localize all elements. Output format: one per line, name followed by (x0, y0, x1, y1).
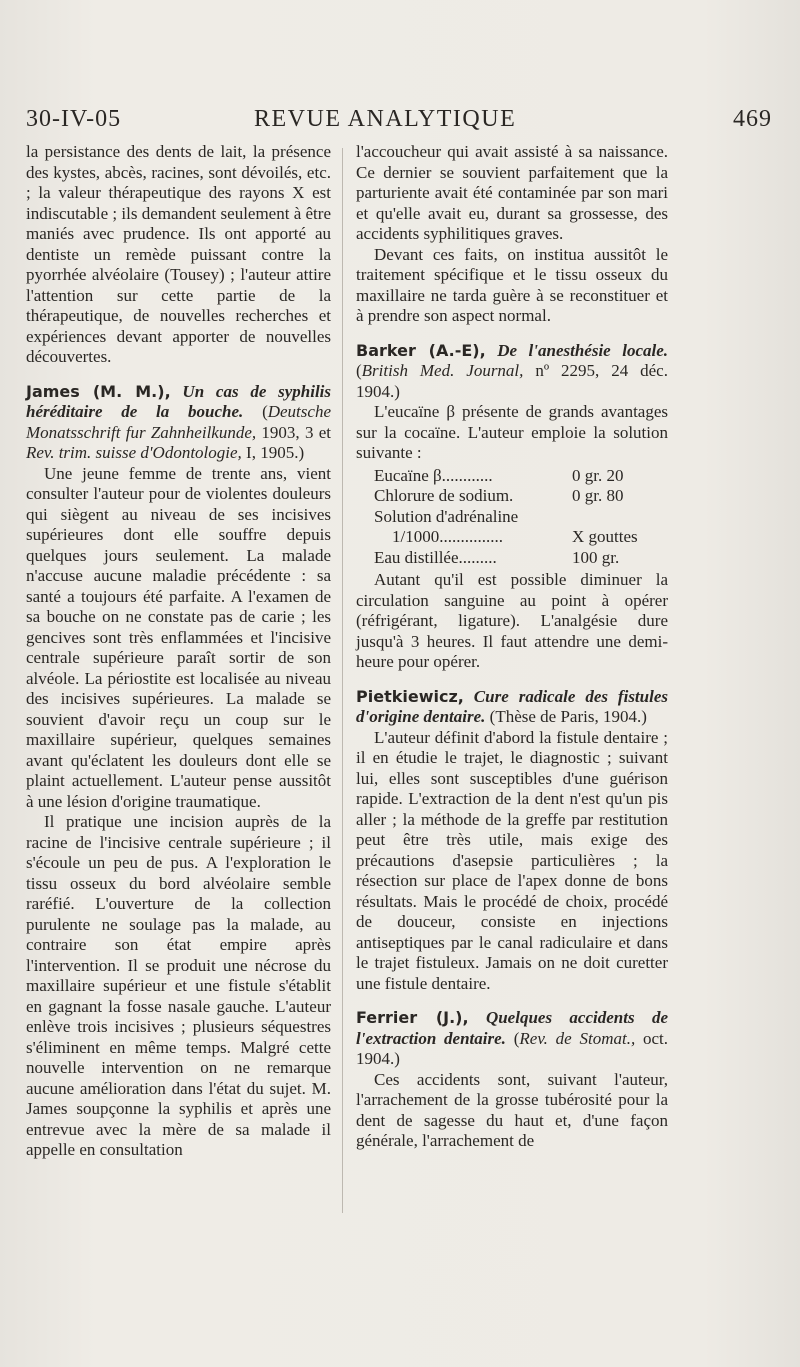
entry-title: De l'anesthésie locale. (497, 340, 669, 360)
page-number: 469 (733, 106, 772, 132)
recipe-table (374, 466, 668, 569)
left-column (26, 142, 331, 1161)
recipe-row: Eau distillée......... 100 gr. (374, 547, 620, 567)
entry-source: ( (356, 361, 362, 380)
entry-source: ( (262, 402, 268, 421)
paragraph: Il pratique une incision auprès de la racine de l'incisive centrale supérieure ; il s'écoule un peu de pus. A l'exploration le tissu osseux du bord alvéolaire semble raréfié. L'ouverture de la collection purulente ne soulage pas la malade, au contraire son état empire après l'intervention. Il se produit une nécrose du maxillaire supérieur et une fistule s'établit en gagnant la fosse nasale gauche. L'auteur enlève trois incisives ; plusieurs séquestres s'éliminent en même temps. Malgré cette nouvelle intervention on ne remarque aucune amélioration dans l'état du sujet. M. James soupçonne la syphilis et après une entrevue avec la mère de sa malade il appelle en consultation (26, 812, 331, 1159)
right-column (356, 142, 668, 1152)
entry-title: Cure radicale des fistules d'origine dentaire. (356, 686, 668, 726)
recipe-row: Eucaïne β............ 0 gr. 20 (374, 465, 624, 485)
entry-source-end: oct. 1904.) (356, 1028, 669, 1068)
entry-james (26, 382, 331, 464)
entry-title: Un cas de syphilis héréditaire de la bouche. (26, 381, 332, 421)
entry-author: Pietkiewicz, (356, 686, 464, 706)
paragraph: L'eucaïne β présente de grands avantages sur la cocaïne. L'auteur emploie la solution suivante : (356, 402, 668, 462)
entry-author: Barker (A.-E), (356, 340, 486, 360)
paragraph: Ces accidents sont, suivant l'auteur, l'arrachement de la grosse tubérosité pour la dent de sagesse du haut et, d'une façon générale, l'arrachement de (356, 1069, 668, 1150)
paragraph: Devant ces faits, on institua aussitôt le traitement spécifique et le tissu osseux du maxillaire ne tarda guère à se reconstituer et à prendre son aspect normal. (356, 244, 668, 325)
entry-source-end: I, 1905.) (241, 443, 305, 462)
entry-source-mid: 1903, 3 et (256, 422, 331, 442)
entry-ferrier (356, 1008, 668, 1070)
paragraph: Autant qu'il est possible diminuer la circulation sanguine au point à opérer (réfrigérant, ligature). L'analgésie dure jusqu'à 3 heures. Il faut attendre une demi-heure pour opérer. (356, 570, 668, 671)
entry-journal: British Med. Journal, (361, 361, 524, 380)
entry-journal: Rev. de Stomat., (519, 1028, 636, 1048)
header-date: 30-IV-05 (26, 106, 122, 132)
column-divider (342, 148, 343, 1213)
entry-source: (Thèse de Paris, 1904.) (489, 707, 647, 726)
entry-source-end: nº 2295, 24 déc. 1904.) (356, 361, 668, 401)
paragraph-continued: la persistance des dents de lait, la présence des kystes, abcès, racines, sont dévoilés, etc. ; la valeur thérapeutique des rayons X est indiscutable ; ils demandent seulement à être maniés avec prudence. Ils ont apporté au dentiste un remède puissant contre la pyorrhée alvéolaire (Tousey) ; l'auteur attire l'attention sur cette partie de la thérapeutique, de nouvelles recherches et expériences devant apporter de nouvelles découvertes. (26, 142, 331, 366)
recipe-row: Solution d'adrénaline (374, 506, 519, 526)
entry-pietkiewicz (356, 687, 668, 728)
header-title: REVUE ANALYTIQUE (254, 106, 517, 132)
entry-journal: Deutsche Monatsschrift fur Zahnheilkunde, (26, 402, 331, 442)
entry-author: Ferrier (J.), (356, 1008, 469, 1027)
entry-source: ( (513, 1028, 520, 1048)
entry-journal-2: Rev. trim. suisse d'Odontologie, (26, 443, 242, 462)
paragraph: Une jeune femme de trente ans, vient consulter l'auteur pour de violentes douleurs qui siègent au niveau de ses incisives supérieures dont elle souffre depuis quelques jours seulement. La malade n'accuse aucune maladie précédente : sa santé a toujours été parfaite. A l'examen de sa bouche on ne constate pas de carie ; les gencives sont très enflammées et l'incisive centrale supérieure paraît sortir de son alvéole. La périostite est localisée au niveau des incisives supérieures. La malade se souvient d'avoir reçu un coup sur le maxillaire supérieur, quelques semaines avant qu'éclatent les douleurs dont elle se plaint actuellement. L'auteur pense aussitôt à une lésion d'origine traumatique. (26, 463, 331, 811)
entry-barker (356, 341, 668, 403)
recipe-row: Chlorure de sodium. 0 gr. 80 (374, 486, 624, 505)
entry-title: Quelques accidents de l'extraction dentaire. (356, 1008, 668, 1048)
entry-author: James (M. M.), (26, 381, 171, 401)
paragraph-continued: l'accoucheur qui avait assisté à sa naissance. Ce dernier se souvient parfaitement que la parturiente avait été contaminée par son mari et qu'elle avait eu, durant sa grossesse, des accidents syphilitiques graves. (356, 142, 668, 243)
running-header (26, 106, 772, 140)
paragraph: L'auteur définit d'abord la fistule dentaire ; il en étudie le trajet, le diagnostic ; suivant lui, elles sont susceptibles d'une guérison rapide. L'extraction de la dent n'est qu'un pis aller ; la méthode de la greffe par restitution peut être très utile, mais exige des précautions d'asepsie particulières ; la résection sur place de l'apex donne de bons résultats. Mais le procédé de choix, procédé de douceur, consiste en injections antiseptiques par le canal radiculaire et dans le trajet fistuleux. Jamais on ne doit curetter une fistule dentaire. (356, 727, 668, 993)
recipe-row: 1/1000............... X gouttes (392, 527, 638, 546)
